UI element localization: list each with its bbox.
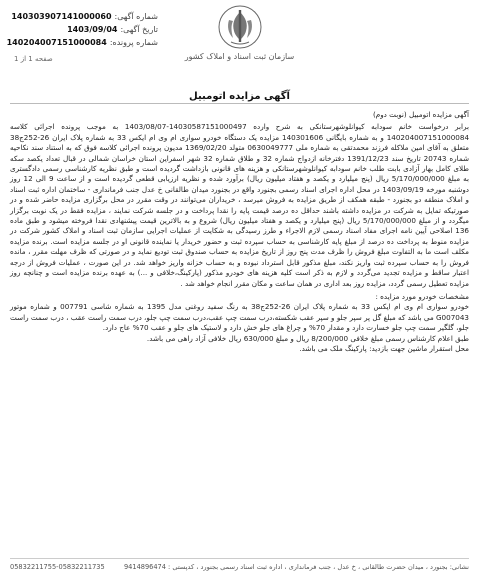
footer-address: نشانی: بجنورد ، میدان حضرت طالقانی ، خ عدل ، جنب فرمانداری ، اداره ثبت اسناد رسمی بجنورد ، کدپستی : 9414896474 xyxy=(123,563,469,571)
specs-title: مشخصات خودرو مورد مزایده : xyxy=(375,291,469,301)
notice-date-row xyxy=(8,23,158,36)
org-name: سازمان ثبت اسناد و املاک کشور xyxy=(184,52,295,61)
fines-text: طبق اعلام کارشناس رسمی مبلغ خلافی 8/200/000 ریال و مبلغ 630/000 ریال خلافی آزاد راهی می باشد. xyxy=(146,333,469,343)
coat-of-arms-icon xyxy=(217,4,263,50)
notice-body xyxy=(10,110,469,354)
notice-meta xyxy=(8,10,158,49)
parking-text: محل استقرار ماشین جهت بازدید: پارکینگ ملک می باشد. xyxy=(299,343,469,353)
notice-title: آگهی مزایده اتومبیل xyxy=(189,91,290,102)
notice-date-label: تاریخ آگهی: xyxy=(120,25,158,34)
notice-footer xyxy=(10,558,469,572)
file-number: 140204007151000084 xyxy=(6,38,107,47)
title-wrap xyxy=(0,84,479,103)
org-logo xyxy=(165,4,315,61)
notice-number: 140303907141000060 xyxy=(11,12,112,21)
notice-date: 1403/09/04 xyxy=(67,25,118,34)
file-number-label: شماره پرونده: xyxy=(109,38,158,47)
notice-subtitle: آگهی مزایده اتومبیل (نوبت دوم) xyxy=(372,110,469,119)
notice-number-label: شماره آگهی: xyxy=(114,12,158,21)
notice-header xyxy=(0,0,479,80)
vehicle-specs: خودرو سواری ام وی ام ایکس 33 به شماره پلاک ایران 26-252ج38 به رنگ سفید روغنی مدل 1395 به شماره شاسی 007791 و شماره موتور G007043 می باشد که مبلغ گل پر سپر جلو و سپر عقب شکسته،درب سمت چپ عقب،درب سمت چپ جلو، درب سمت راست عقب ، درب سمت راست جلو، گلگیر سمت چپ جلو خسارت دارد و مقدار 70% و چراغ های جلو خش دارد و لاستیک های جلو و عقب 70% عاج دارد. xyxy=(10,302,469,333)
notice-paragraph: برابر درخواست خانم سودابه کیوانلوشهرستانکی به شرح وارده 14030587151000497-1403/08/07 به موجب پرونده اجرائی کلاسه 140204007151000084 و به شماره بایگانی 140301606 مزایده یک دستگاه خودرو سواری ام وی ام ایکس 33 به شماره پلاک ایران 26-252ج38 متعلق به آقای امین ملاکله فرزند محمدتقی به شماره ملی 0630049777 متولد 1369/02/20 مدیون پرونده اجرائی کلاسه فوق که به استناد سند نکاحیه شماره 20743 تاریخ سند 1391/12/23 دفترخانه ازدواج شماره 32 و طلاق شماره 32 شهر اسفراین استان خراسان شمالی در قبال تعداد یکصد سکه طلای کامل بهار آزادی بابت طلب خانم سودابه کیوانلوشهرستانکی و هزینه های قانونی بازداشت گردیده است و طبق نظریه کارشناسی رسمی دادگستری به مبلغ 5/170/000/000 ریال (پنج میلیارد و یکصد و هفتاد میلیون ریال) برآورد شده و نظریه ارزیابی قطعی گردیده است و از ساعت 9 الی 12 روز دوشنبه مورخه 1403/09/19 در محل اداره اجرای اسناد رسمی بجنورد واقع در بجنورد میدان طالقانی خ عدل جنب فرمانداری - ساختمان اداره ثبت اسناد و املاک منطقه دو بجنورد - طبقه همکف از طریق مزایده به فروش میرسد ، خریداران می‌توانند در وقت مقرر در محل برگزاری مزایده حاضر شده و در صورتیکه تمایل به شرکت در مزایده داشته باشند حداقل ده درصد قیمت پایه را نقدا پرداخت و در جلسه شرکت نمایند ، مزایده فقط در یک نوبت برگزار میگردد و از مبلغ 5/170/000/000 ریال (پنج میلیارد و یکصد و هفتاد میلیون ریال) شروع و به بالاترین قیمت پیشنهادی نقدا فروخته میشود و طبق ماده 136 اصلاحی آیین نامه اجرای مفاد اسناد رسمی لازم الاجراء و طرز رسیدگی به شکایت از عملیات اجرایی سازمان ثبت اسناد و املاک کشور شرکت در مزایده منوط به پرداخت ده درصد از مبلغ پایه کارشناسی به حساب سپرده ثبت و حضور خریدار یا نماینده قانونی او در جلسه مزایده است. برنده مزایده مکلف است ما به التفاوت مبلغ فروش را ظرف مدت پنج روز از تاریخ مزایده به حساب صندوق ثبت تودیع نماید و در صورتی که ظرف مهلت مقرر ، مانده فروش را به حساب سپرده ثبت واریز نکند، مبلغ مذکور قابل استرداد نبوده و به حساب خزانه واریز خواهد شد. در این صورت ، عملیات فروش از درجه اعتبار ساقط و مزایده تجدید می‌گردد و لازم به ذکر است کلیه هزینه های خودرو مذکور (پارکینگ،خلافی و ...) به عهده برنده مزایده است و چنانچه روز مزایده تعطیل رسمی گردد، مزایده روز بعد اداری در همان ساعت و مکان مقرر انجام خواهد شد . xyxy=(10,122,470,288)
notice-number-row xyxy=(8,10,158,23)
page-indicator: صفحه 1 از 1 xyxy=(14,55,53,63)
title-divider xyxy=(10,103,469,104)
file-number-row xyxy=(8,36,158,49)
footer-phones: 05832211755-05832211735 xyxy=(10,563,105,571)
